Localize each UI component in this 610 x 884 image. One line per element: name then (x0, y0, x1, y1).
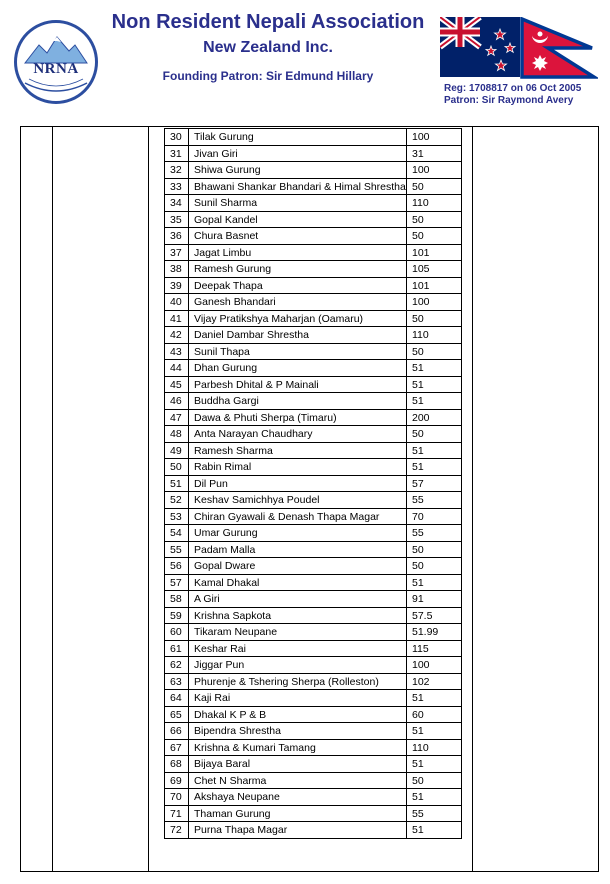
row-number: 35 (164, 212, 189, 228)
donation-amount: 102 (407, 674, 462, 690)
donor-name: Kaji Rai (189, 690, 407, 706)
donor-name: Buddha Gargi (189, 393, 407, 409)
donor-name: Gopal Kandel (189, 212, 407, 228)
row-number: 68 (164, 756, 189, 772)
donor-name: Anta Narayan Chaudhary (189, 426, 407, 442)
donor-name: Vijay Pratikshya Maharjan (Oamaru) (189, 311, 407, 327)
donor-name: Chet N Sharma (189, 773, 407, 789)
donation-amount: 91 (407, 591, 462, 607)
row-number: 59 (164, 608, 189, 624)
row-number: 69 (164, 773, 189, 789)
row-number: 58 (164, 591, 189, 607)
donor-name: Tilak Gurung (189, 129, 407, 145)
donor-name: Sunil Sharma (189, 195, 407, 211)
table-column-divider (52, 126, 53, 872)
table-row (164, 525, 462, 542)
donor-name: Umar Gurung (189, 525, 407, 541)
donor-name: Ramesh Gurung (189, 261, 407, 277)
row-number: 44 (164, 360, 189, 376)
table-row (164, 344, 462, 361)
logo-text: NRNA (33, 61, 79, 77)
row-number: 71 (164, 806, 189, 822)
table-row (164, 393, 462, 410)
row-number: 40 (164, 294, 189, 310)
donor-name: Purna Thapa Magar (189, 822, 407, 838)
donation-amount: 200 (407, 410, 462, 426)
row-number: 30 (164, 129, 189, 145)
row-number: 66 (164, 723, 189, 739)
table-row (164, 377, 462, 394)
table-row (164, 624, 462, 641)
row-number: 34 (164, 195, 189, 211)
table-row (164, 327, 462, 344)
donor-name: Krishna & Kumari Tamang (189, 740, 407, 756)
row-number: 39 (164, 278, 189, 294)
row-number: 31 (164, 146, 189, 162)
table-row (164, 773, 462, 790)
table-row (164, 294, 462, 311)
table-row (164, 492, 462, 509)
row-number: 50 (164, 459, 189, 475)
donor-name: Bhawani Shankar Bhandari & Himal Shrestha (189, 179, 407, 195)
table-row (164, 591, 462, 608)
donor-name: Keshar Rai (189, 641, 407, 657)
row-number: 52 (164, 492, 189, 508)
table-row (164, 443, 462, 460)
table-row (164, 146, 462, 163)
donor-name: Bijaya Baral (189, 756, 407, 772)
donor-name: Gopal Dware (189, 558, 407, 574)
row-number: 65 (164, 707, 189, 723)
registration-info (444, 83, 610, 107)
donation-amount: 55 (407, 806, 462, 822)
row-number: 57 (164, 575, 189, 591)
table-row (164, 542, 462, 559)
donor-name: Krishna Sapkota (189, 608, 407, 624)
donation-amount: 51 (407, 393, 462, 409)
donor-name: Ramesh Sharma (189, 443, 407, 459)
donor-name: Keshav Samichhya Poudel (189, 492, 407, 508)
row-number: 37 (164, 245, 189, 261)
table-row (164, 756, 462, 773)
org-country: New Zealand Inc. (203, 39, 333, 56)
row-number: 60 (164, 624, 189, 640)
table-border-right (598, 126, 599, 872)
donor-name: Ganesh Bhandari (189, 294, 407, 310)
donation-amount: 51 (407, 575, 462, 591)
table-row (164, 426, 462, 443)
donor-name: Kamal Dhakal (189, 575, 407, 591)
donor-name: Dhan Gurung (189, 360, 407, 376)
table-row (164, 179, 462, 196)
donation-amount: 51 (407, 360, 462, 376)
table-row (164, 509, 462, 526)
nrna-logo (14, 20, 98, 104)
table-column-divider (148, 126, 149, 872)
table-column-divider (472, 126, 473, 872)
patron-name: Patron: Sir Raymond Avery (444, 95, 574, 106)
donation-amount: 100 (407, 294, 462, 310)
donation-amount: 110 (407, 740, 462, 756)
row-number: 61 (164, 641, 189, 657)
donation-amount: 70 (407, 509, 462, 525)
row-number: 45 (164, 377, 189, 393)
donor-name: Daniel Dambar Shrestha (189, 327, 407, 343)
row-number: 43 (164, 344, 189, 360)
row-number: 49 (164, 443, 189, 459)
donation-amount: 50 (407, 773, 462, 789)
registration-number: Reg: 1708817 on 06 Oct 2005 (444, 83, 582, 94)
donation-amount: 50 (407, 212, 462, 228)
table-bottom-border (20, 871, 599, 872)
table-row (164, 311, 462, 328)
table-row (164, 822, 462, 839)
donation-amount: 101 (407, 278, 462, 294)
row-number: 41 (164, 311, 189, 327)
org-name: Non Resident Nepali Association (111, 11, 425, 33)
donation-amount: 100 (407, 129, 462, 145)
table-row (164, 723, 462, 740)
table-row (164, 657, 462, 674)
donation-amount: 51 (407, 723, 462, 739)
donation-amount: 51 (407, 377, 462, 393)
donor-name: Bipendra Shrestha (189, 723, 407, 739)
donor-name: Dawa & Phuti Sherpa (Timaru) (189, 410, 407, 426)
row-number: 72 (164, 822, 189, 838)
donor-name: Rabin Rimal (189, 459, 407, 475)
row-number: 38 (164, 261, 189, 277)
row-number: 36 (164, 228, 189, 244)
row-number: 46 (164, 393, 189, 409)
donor-name: Thaman Gurung (189, 806, 407, 822)
row-number: 64 (164, 690, 189, 706)
table-row (164, 707, 462, 724)
row-number: 48 (164, 426, 189, 442)
table-row (164, 360, 462, 377)
donation-amount: 57.5 (407, 608, 462, 624)
table-row (164, 128, 462, 146)
table-border-left (20, 126, 21, 872)
donor-name: Padam Malla (189, 542, 407, 558)
founding-patron: Founding Patron: Sir Edmund Hillary (162, 69, 374, 83)
table-row (164, 558, 462, 575)
donor-table (164, 128, 462, 839)
donor-name: Jagat Limbu (189, 245, 407, 261)
table-row (164, 212, 462, 229)
donor-name: Jivan Giri (189, 146, 407, 162)
donation-amount: 50 (407, 228, 462, 244)
donor-name: Phurenje & Tshering Sherpa (Rolleston) (189, 674, 407, 690)
donor-name: Jiggar Pun (189, 657, 407, 673)
donation-amount: 55 (407, 492, 462, 508)
table-row (164, 690, 462, 707)
table-row (164, 789, 462, 806)
table-row (164, 641, 462, 658)
donation-amount: 51 (407, 690, 462, 706)
donation-amount: 101 (407, 245, 462, 261)
table-row (164, 674, 462, 691)
donation-amount: 51 (407, 443, 462, 459)
table-row (164, 195, 462, 212)
row-number: 47 (164, 410, 189, 426)
table-row (164, 261, 462, 278)
row-number: 32 (164, 162, 189, 178)
table-row (164, 476, 462, 493)
table-row (164, 228, 462, 245)
row-number: 54 (164, 525, 189, 541)
letterhead (0, 0, 610, 118)
donor-name: Parbesh Dhital & P Mainali (189, 377, 407, 393)
row-number: 53 (164, 509, 189, 525)
donor-name: Dil Pun (189, 476, 407, 492)
donation-amount: 50 (407, 542, 462, 558)
row-number: 67 (164, 740, 189, 756)
row-number: 56 (164, 558, 189, 574)
row-number: 55 (164, 542, 189, 558)
donor-name: Sunil Thapa (189, 344, 407, 360)
donation-amount: 110 (407, 327, 462, 343)
table-row (164, 740, 462, 757)
table-row (164, 278, 462, 295)
donation-amount: 110 (407, 195, 462, 211)
nepal-flag-icon (520, 17, 598, 79)
row-number: 42 (164, 327, 189, 343)
table-row (164, 459, 462, 476)
row-number: 70 (164, 789, 189, 805)
table-row (164, 245, 462, 262)
donation-amount: 31 (407, 146, 462, 162)
donor-name: Chiran Gyawali & Denash Thapa Magar (189, 509, 407, 525)
donation-amount: 57 (407, 476, 462, 492)
donation-amount: 50 (407, 426, 462, 442)
donation-amount: 50 (407, 558, 462, 574)
donor-name: Akshaya Neupane (189, 789, 407, 805)
table-row (164, 575, 462, 592)
donation-amount: 51 (407, 756, 462, 772)
new-zealand-flag-icon (440, 17, 520, 77)
donor-name: Shiwa Gurung (189, 162, 407, 178)
donation-amount: 51 (407, 459, 462, 475)
donation-amount: 51.99 (407, 624, 462, 640)
donor-name: Tikaram Neupane (189, 624, 407, 640)
table-row (164, 608, 462, 625)
table-top-border (20, 126, 599, 127)
donation-amount: 51 (407, 822, 462, 838)
donor-name: A Giri (189, 591, 407, 607)
donation-amount: 115 (407, 641, 462, 657)
row-number: 51 (164, 476, 189, 492)
donor-name: Deepak Thapa (189, 278, 407, 294)
donation-amount: 55 (407, 525, 462, 541)
donor-name: Dhakal K P & B (189, 707, 407, 723)
donation-amount: 60 (407, 707, 462, 723)
donation-amount: 100 (407, 162, 462, 178)
donation-amount: 100 (407, 657, 462, 673)
donation-amount: 50 (407, 179, 462, 195)
row-number: 62 (164, 657, 189, 673)
row-number: 63 (164, 674, 189, 690)
donation-amount: 105 (407, 261, 462, 277)
donation-amount: 50 (407, 311, 462, 327)
row-number: 33 (164, 179, 189, 195)
table-row (164, 410, 462, 427)
donation-amount: 50 (407, 344, 462, 360)
table-row (164, 806, 462, 823)
donation-amount: 51 (407, 789, 462, 805)
donor-name: Chura Basnet (189, 228, 407, 244)
table-row (164, 162, 462, 179)
